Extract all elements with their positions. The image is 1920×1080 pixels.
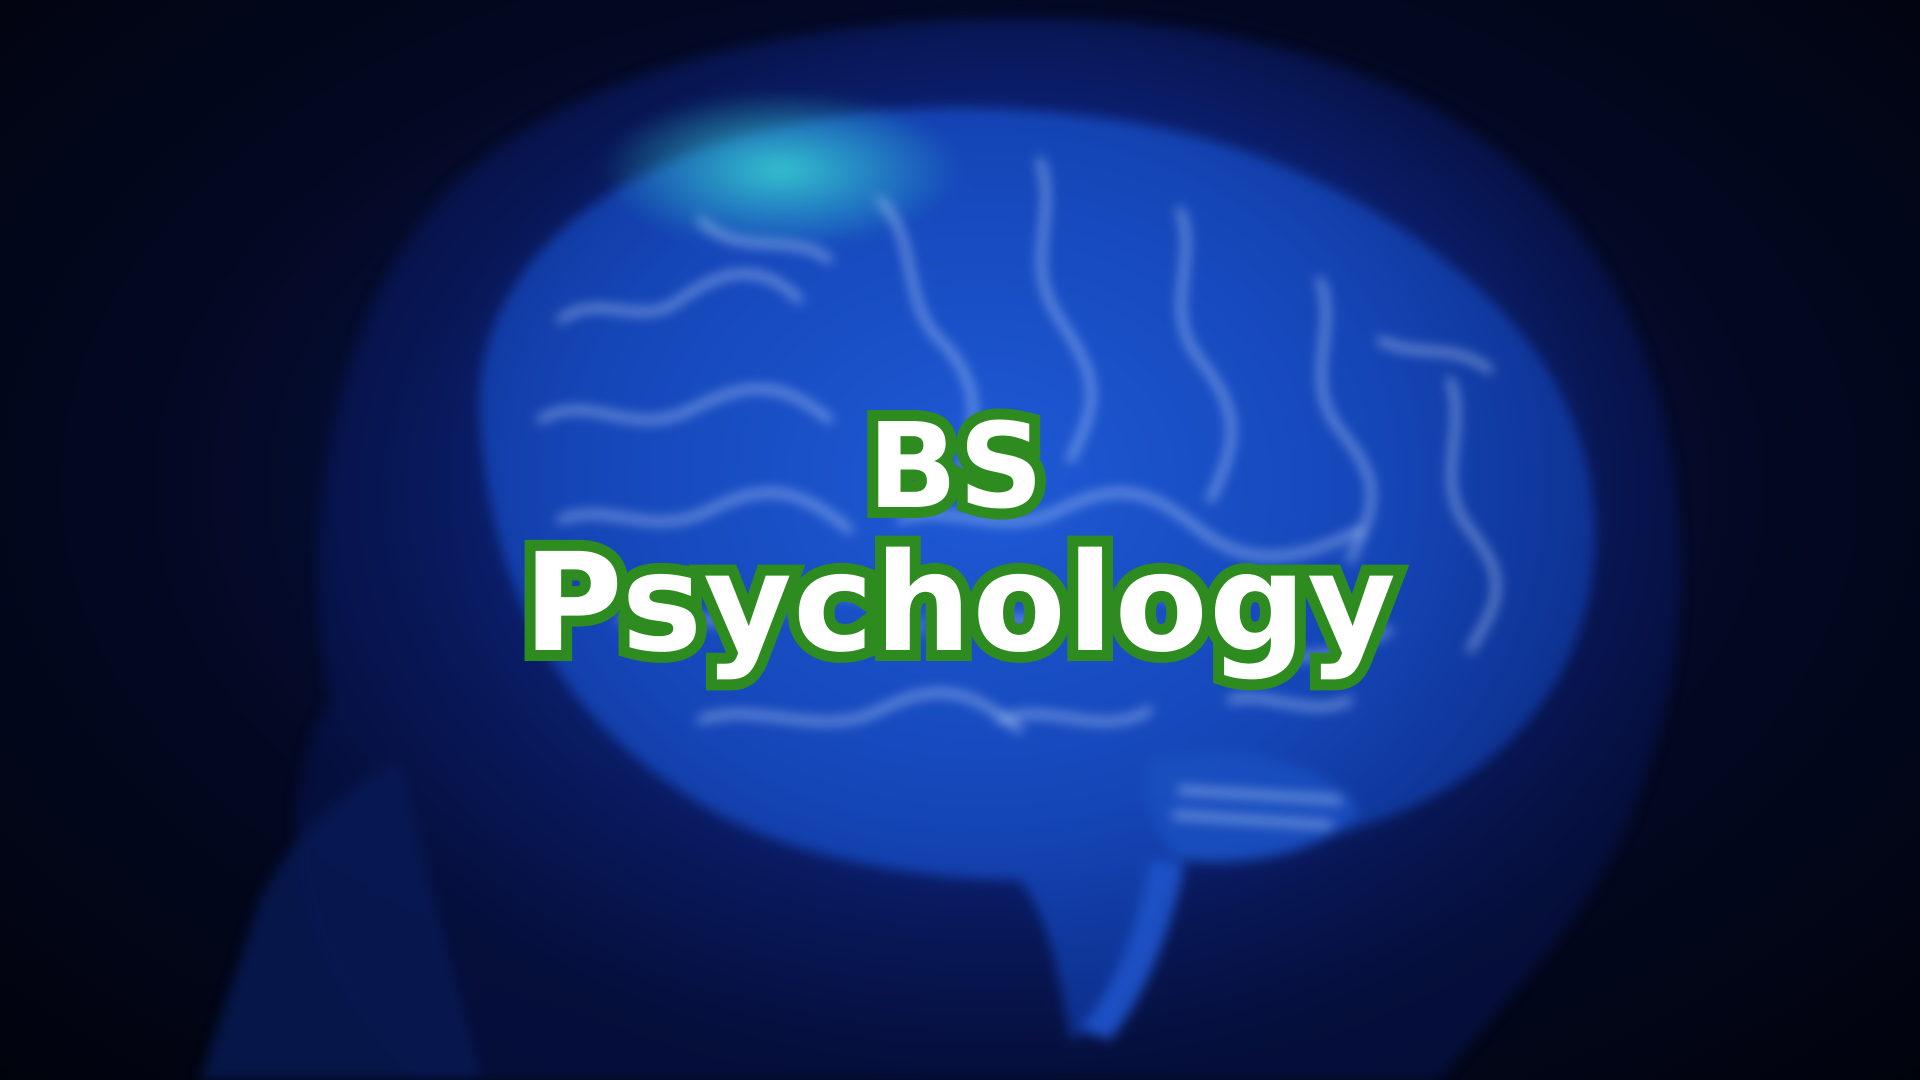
brain-highlight — [600, 90, 960, 250]
title-line-psychology: Psychology — [523, 524, 1397, 683]
title-line-bs: BS — [867, 396, 1045, 535]
